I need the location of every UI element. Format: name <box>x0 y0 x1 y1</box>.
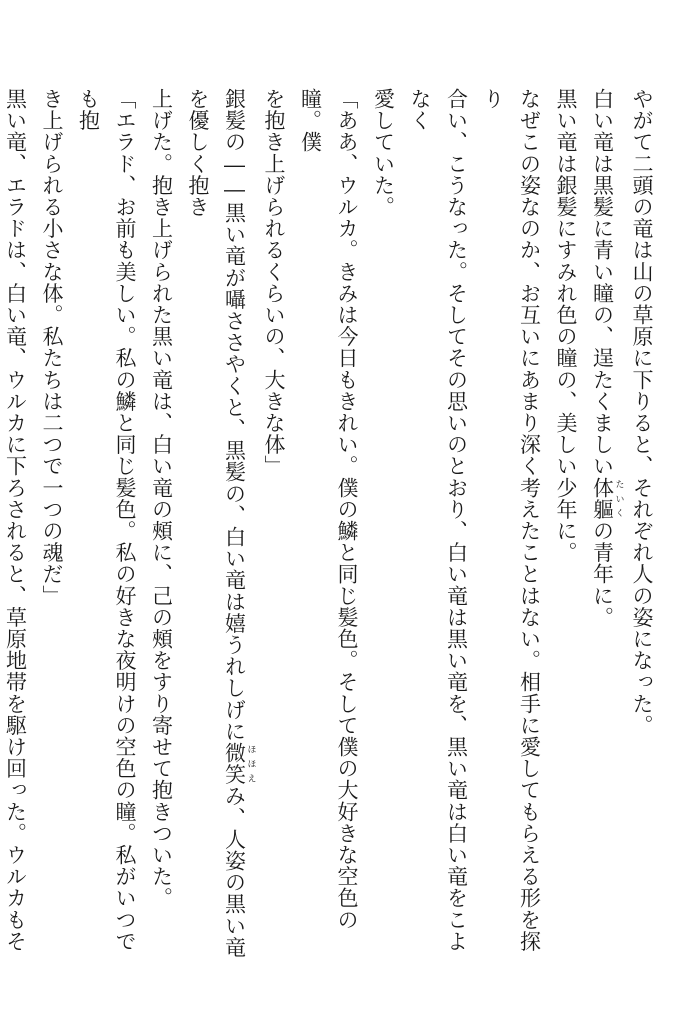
text-line: 白い竜は黒髪に青い瞳の、逞たくましい体軀 たいくの青年に。 <box>590 88 624 629</box>
text-line: 上げた。抱き上げられた黒い竜は、白い竜の頰に、己の頰をすり寄せて抱きついた。 <box>149 88 174 909</box>
ruby-reading: ほほえ <box>245 742 256 786</box>
text-line: 愛していた。 <box>371 88 396 218</box>
text-line: 合い、こうなった。そしてその思いのとおり、白い竜は黒い竜を、黒い竜は白い竜をこよなく <box>408 88 469 952</box>
text-line: なぜこの姿なのか、お互いにあまり深く考えたことはない。相手に愛してもらえる形を探り <box>481 88 542 952</box>
ruby-annotation: 体軀 たいく <box>590 476 624 521</box>
text-line: を抱き上げられるくらいの、大きな体」 <box>262 88 286 477</box>
text-line: 「エラド、お前も美しい。私の鱗と同じ髪色。私の好きな夜明けの空色の瞳。私がいつでも抱 <box>76 88 137 952</box>
text-line: 銀髪の――黒い竜が囁ささやくと、黒髪の、白い竜は嬉うれしげに微笑 ほほえみ、人姿の黒い竜を優しく抱き <box>186 88 256 959</box>
text-line: 「ああ、ウルカ。きみは今日もきれい。僕の鱗と同じ髪色。そして僕の大好きな空色の瞳。僕 <box>298 88 359 931</box>
text-line: やがて二頭の竜は山の草原に下りると、それぞれ人の姿になった。 <box>630 88 654 736</box>
ruby-reading: たいく <box>613 476 624 520</box>
ruby-annotation: 微笑 ほほえ <box>222 742 256 786</box>
text-line: 黒い竜、エラドは、白い竜、ウルカに下ろされると、草原地帯を駆け回った。ウルカもそ <box>3 88 28 952</box>
vertical-text-body <box>0 88 660 958</box>
text-line: き上げられる小さな体。私たちは二つで一つの魂だ」 <box>40 88 64 607</box>
text-line: 黒い竜は銀髪にすみれ色の瞳の、美しい少年に。 <box>554 88 578 564</box>
